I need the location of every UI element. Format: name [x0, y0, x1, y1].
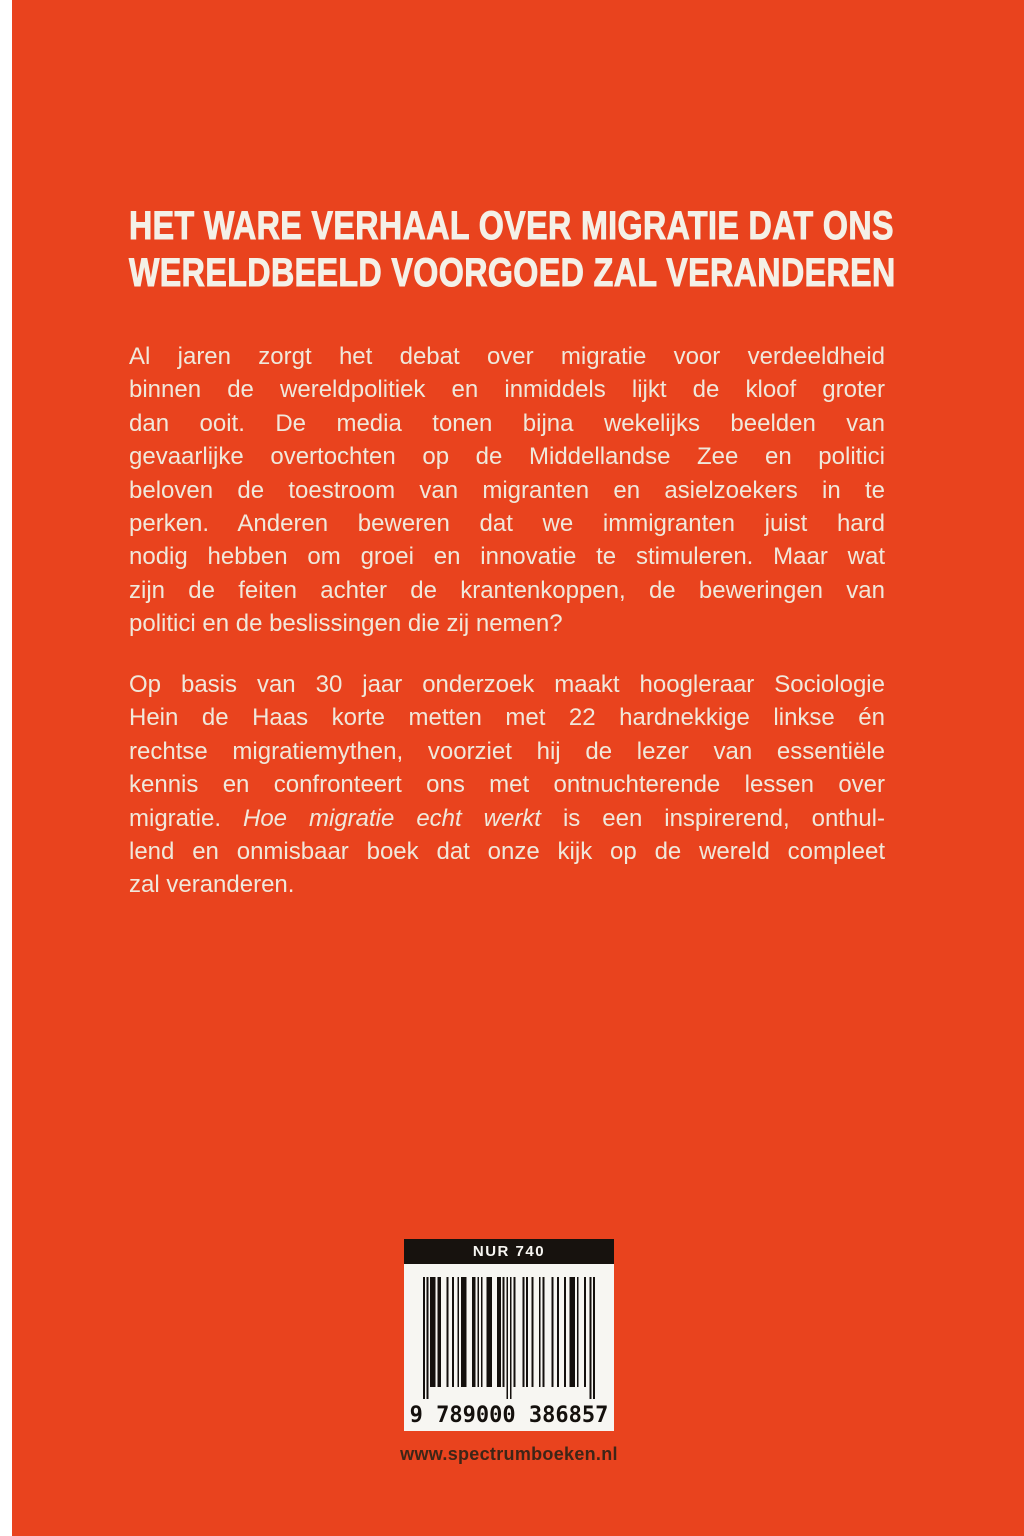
blurb-paragraph-2 — [129, 668, 885, 902]
barcode-bars — [423, 1277, 595, 1399]
blurb-line: Op basis van 30 jaar onderzoek maakt hoogleraar Sociologie — [129, 671, 885, 698]
book-title-italic: Hoe migratie echt werkt — [243, 804, 541, 832]
barcode-panel — [404, 1264, 614, 1431]
blurb-line: zal veranderen. — [129, 871, 295, 899]
blurb-line: Al jaren zorgt het debat over migratie voor verdeeldheid — [129, 343, 885, 370]
blurb-line: zijn de feiten achter de krantenkoppen, de beweringen van — [129, 576, 885, 604]
blurb-text: migratie. — [129, 804, 243, 832]
isbn-number: 9 789000 386857 — [409, 1403, 609, 1428]
blurb-line: beloven de toestroom van migranten en asielzoekers in te — [129, 476, 885, 504]
tagline — [129, 203, 896, 297]
blurb-line: rechtse migratiemythen, voorziet hij de lezer van essentiële — [129, 737, 885, 765]
nur-label: NUR 740 — [404, 1239, 614, 1264]
blurb-line: lend en onmisbaar boek dat onze kijk op de wereld compleet — [129, 838, 885, 866]
blurb-line: kennis en confronteert ons met ontnuchterende lessen over — [129, 771, 885, 799]
blurb-line-with-title — [129, 802, 885, 835]
blurb-line: gevaarlijke overtochten op de Middellandse Zee en politici — [129, 443, 885, 471]
blurb-line: nodig hebben om groei en innovatie te stimuleren. Maar wat — [129, 543, 885, 571]
blurb-paragraph-1 — [129, 340, 885, 641]
blurb-line: politici en de beslissingen die zij nemen? — [129, 610, 563, 638]
blurb-line: perken. Anderen beweren dat we immigranten juist hard — [129, 510, 885, 538]
publisher-website: www.spectrumboeken.nl — [400, 1444, 618, 1464]
blurb-line: dan ooit. De media tonen bijna wekelijks beelden van — [129, 409, 885, 437]
blurb-line: binnen de wereldpolitiek en inmiddels lijkt de kloof groter — [129, 376, 885, 404]
tagline-line-2: WERELDBEELD VOORGOED ZAL VERANDEREN — [129, 251, 896, 295]
blurb-line: Hein de Haas korte metten met 22 hardnekkige linkse én — [129, 704, 885, 732]
blurb-text: is een inspirerend, onthul- — [540, 804, 885, 832]
tagline-line-1: HET WARE VERHAAL OVER MIGRATIE DAT ONS — [129, 204, 894, 248]
cover-background — [12, 0, 1024, 1536]
barcode-block — [404, 1239, 614, 1431]
